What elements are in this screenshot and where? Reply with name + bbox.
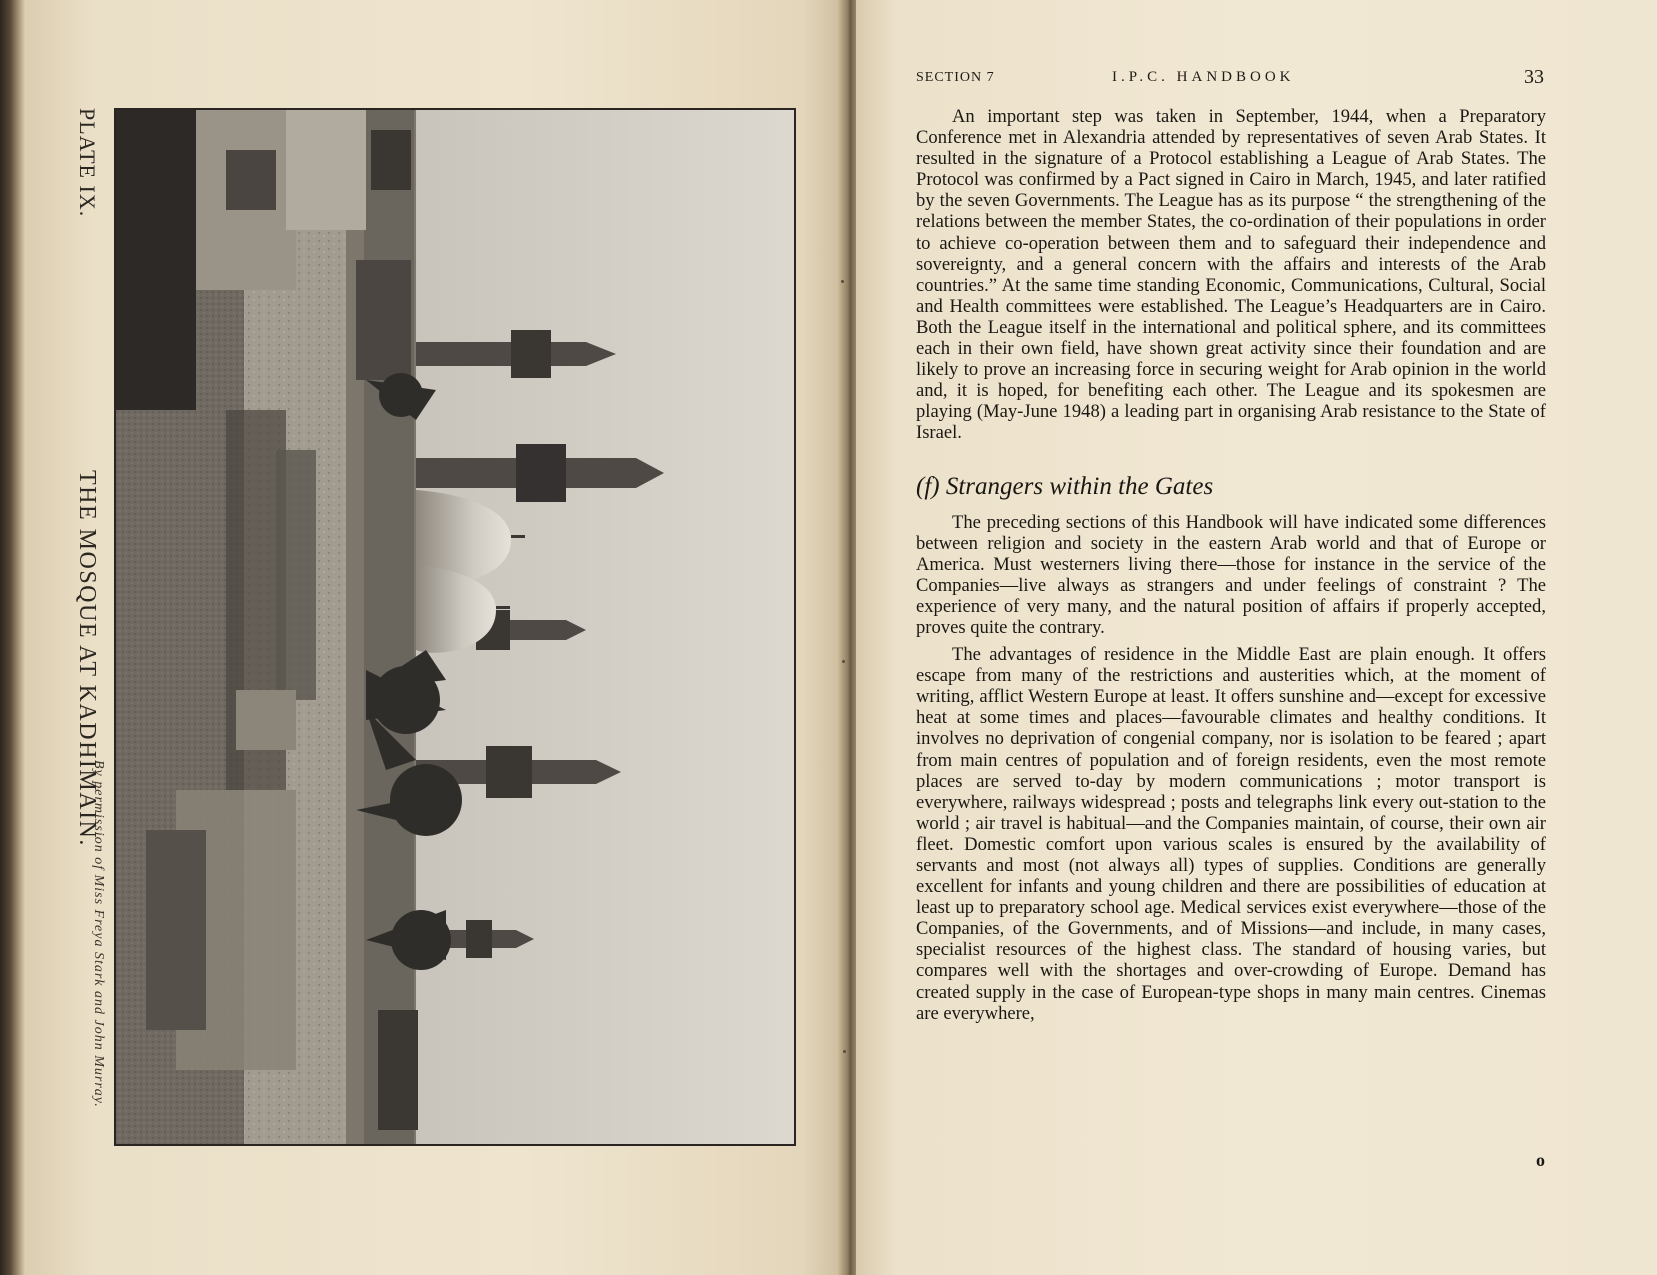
running-head <box>916 66 1544 92</box>
running-head-title: I.P.C. HANDBOOK <box>1112 69 1295 85</box>
plate-photograph <box>114 108 796 1146</box>
binding-edge <box>0 0 26 1275</box>
gutter-speck <box>843 1050 846 1053</box>
paragraph: The preceding sections of this Handbook will have indicated some differences between religion and society in the eastern Arab world and that of Europe or America. Must westerners living there—those for instance in the service of the Companies—live always as strangers and under feelings of constraint ? The experience of very many, and the natural position of affairs if properly accepted, proves quite the contrary. <box>916 511 1546 638</box>
paragraph: The advantages of residence in the Middle East are plain enough. It offers escape from many of the restrictions and austerities which, at the moment of writing, afflict Western Europe at least. It offers sunshine and—except for excessive heat at some times and places—favourable climates and healthy conditions. It involves no deprivation of congenial company, nor is isolation to be feared ; apart from main centres of population and of foreign residents, even the most remote places are served to-day by modern communications ; motor transport is everywhere, railways widespread ; posts and telegraphs link every out-station to the world ; air travel is habitual—and the Companies maintain, of course, their own air fleet. Domestic comfort upon various scales is ensured by the availability of servants and most (not always all) types of supplies. Conditions are generally excellent for infants and young children and there are possibilities of education at least up to preparatory school age. Medical services exist everywhere—those of the Companies, of the Governments, and of Missions—and include, in many cases, specialist resources of the highest class. The standard of housing varies, but compares well with the shortages and over-crowding of Europe. Demand has created supply in the case of European-type shops in many main centres. Cinemas are everywhere, <box>916 644 1546 1024</box>
plate-credit: By permission of Miss Freya Stark and John Murray. <box>91 760 106 1108</box>
page-number: 33 <box>1524 66 1544 88</box>
plate-caption: THE MOSQUE AT KADHIMAIN. <box>74 470 100 847</box>
paragraph: An important step was taken in September, 1944, when a Preparatory Conference met in Alexandria attended by representatives of seven Arab States. It resulted in the signature of a Protocol establishing a League of Arab States. The Protocol was confirmed by a Pact signed in Cairo in March, 1945, and later ratified by the seven Governments. The League has as its purpose “ the strengthening of the relations between the member States, the co-ordination of their populations in order to achieve co-operation between them and to safeguard their independence and sovereignty, and a general concern with the affairs and interests of the Arab countries.” At the same time standing Economic, Communications, Cultural, Social and Health committees were established. The League’s Headquarters are in Cairo. Both the League itself in the international and political sphere, and its committees each in their own field, have shown great activity since their foundation and are likely to prove an increasing force in securing weight for Arab opinion in the world and, it is hoped, for benefiting each other. The League and its spokesmen are playing (May-June 1948) a leading part in organising Arab resistance to the State of Israel. <box>916 106 1546 444</box>
mosque-photo-illustration <box>116 110 794 1144</box>
gutter-speck <box>842 660 845 663</box>
signature-mark: o <box>1536 1150 1545 1170</box>
body-text <box>916 106 1546 1030</box>
plate-number: PLATE IX. <box>75 108 100 218</box>
running-head-section: SECTION 7 <box>916 70 995 85</box>
section-heading: (f) Strangers within the Gates <box>916 472 1214 500</box>
gutter-speck <box>841 280 844 283</box>
